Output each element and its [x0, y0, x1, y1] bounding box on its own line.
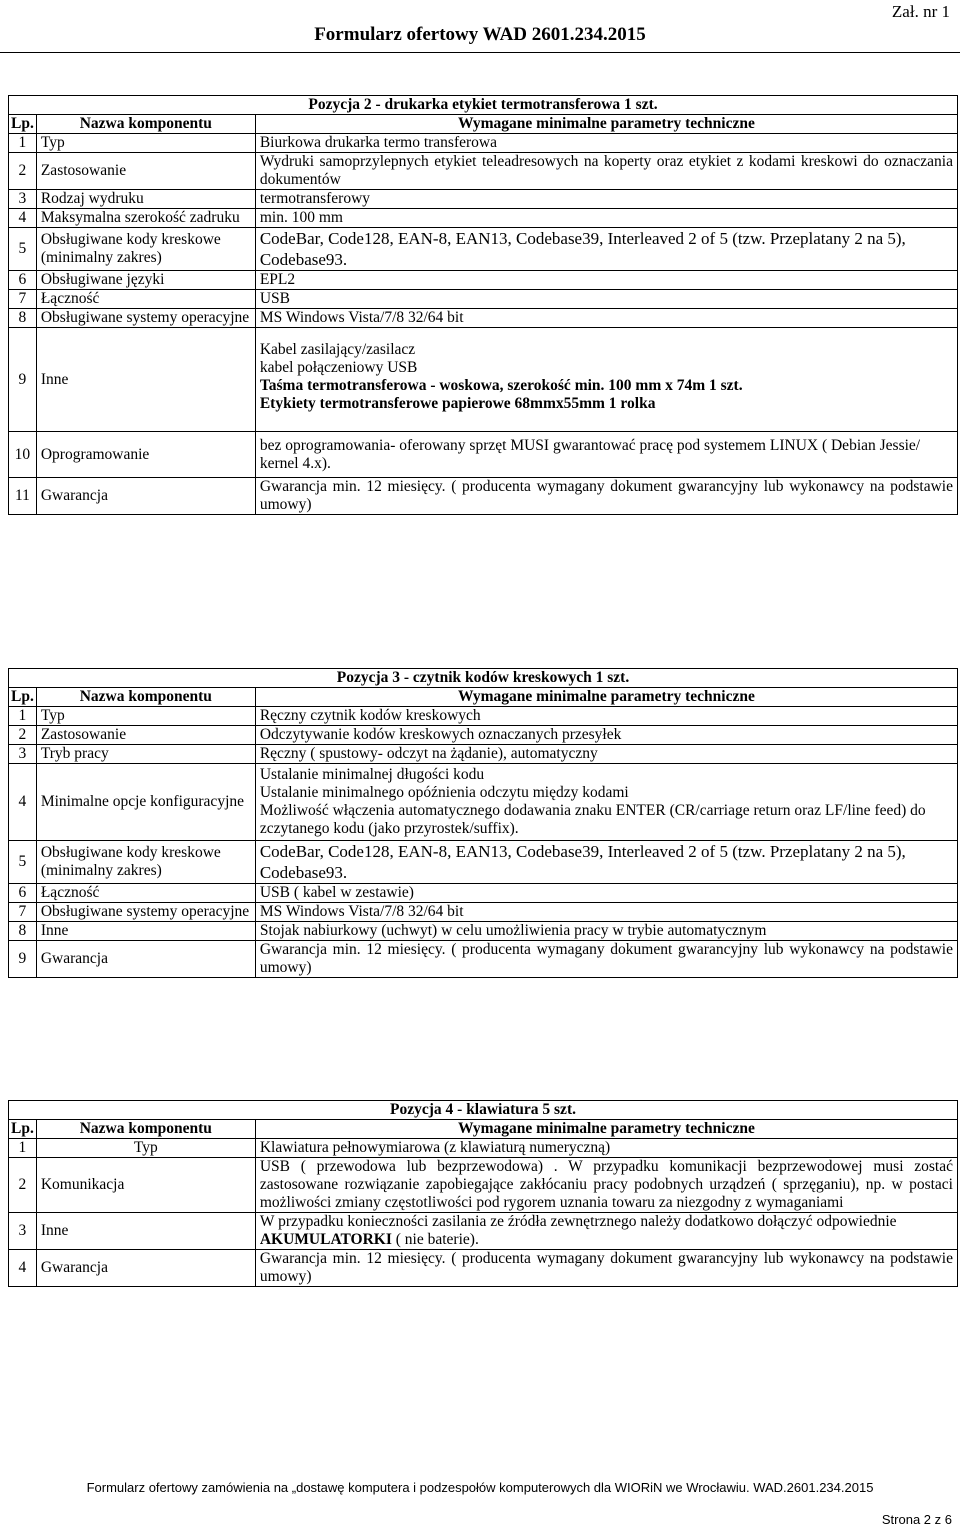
row-value [255, 328, 957, 432]
row-name: Typ [36, 134, 255, 153]
row-num: 4 [9, 764, 37, 841]
col-params: Wymagane minimalne parametry techniczne [255, 115, 957, 134]
attachment-label: Zał. nr 1 [891, 2, 950, 21]
table-row [9, 271, 958, 290]
section3-caption: Pozycja 3 - czytnik kodów kreskowych 1 szt. [9, 669, 958, 688]
row-line: Możliwość włączenia automatycznego dodawania znaku ENTER (CR/carriage return oraz LF/line feed) do zczytanego kodu (jako przyrostek/suffix). [259, 802, 926, 837]
table-row [9, 1139, 958, 1158]
row-value: USB ( kabel w zestawie) [255, 884, 957, 903]
row-value: bez oprogramowania- oferowany sprzęt MUSI gwarantować pracę pod systemem LINUX ( Debian Jessie/ kernel 4.x). [255, 432, 957, 478]
row-name: Minimalne opcje konfiguracyjne [36, 764, 255, 841]
col-lp: Lp. [9, 688, 37, 707]
header-row [9, 115, 958, 134]
row-name: Inne [36, 1213, 255, 1250]
row-num: 7 [9, 290, 37, 309]
row-num: 8 [9, 922, 37, 941]
row-value: Gwarancja min. 12 miesięcy. ( producenta wymagany dokument gwarancyjny lub wykonawcy na podstawie umowy) [255, 941, 957, 978]
row-value-text: W przypadku konieczności zasilania ze źródła zewnętrznego należy dodatkowo dołączyć odpowiednie [259, 1213, 897, 1230]
table-row [9, 745, 958, 764]
row-line: Ustalanie minimalnego opóźnienia odczytu między kodami [259, 784, 629, 801]
row-value: termotransferowy [255, 190, 957, 209]
row-value: Gwarancja min. 12 miesięcy. ( producenta wymagany dokument gwarancyjny lub wykonawcy na podstawie umowy) [255, 1250, 957, 1287]
col-name: Nazwa komponentu [36, 1120, 255, 1139]
page-number: Strona 2 z 6 [881, 1512, 952, 1527]
row-name: Zastosowanie [36, 726, 255, 745]
row-name: Komunikacja [36, 1158, 255, 1213]
section-caption-row [9, 1101, 958, 1120]
col-params: Wymagane minimalne parametry techniczne [255, 1120, 957, 1139]
row-num: 10 [9, 432, 37, 478]
row-line: Kabel zasilający/zasilacz [259, 340, 416, 358]
document-title: Formularz ofertowy WAD 2601.234.2015 [314, 24, 646, 45]
row-value [255, 764, 957, 841]
row-value: min. 100 mm [255, 209, 957, 228]
row-num: 7 [9, 903, 37, 922]
row-line-bold: Taśma termotransferowa - woskowa, szerokość min. 100 mm x 74m 1 szt. [259, 376, 743, 394]
col-name: Nazwa komponentu [36, 115, 255, 134]
row-name: Obsługiwane systemy operacyjne [36, 309, 255, 328]
table-row [9, 903, 958, 922]
row-name: Oprogramowanie [36, 432, 255, 478]
table-row [9, 941, 958, 978]
row-num: 1 [9, 707, 37, 726]
row-value: Ręczny czytnik kodów kreskowych [255, 707, 957, 726]
row-value-text: ( nie baterie). [391, 1231, 479, 1248]
table-row [9, 153, 958, 190]
row-value-bold: AKUMULATORKI [259, 1231, 392, 1248]
row-num: 9 [9, 328, 37, 432]
table-row [9, 478, 958, 515]
header-row [9, 688, 958, 707]
row-value: Odczytywanie kodów kreskowych oznaczanych przesyłek [255, 726, 957, 745]
row-name: Gwarancja [36, 1250, 255, 1287]
table-row [9, 209, 958, 228]
row-name: Łączność [36, 290, 255, 309]
row-num: 4 [9, 1250, 37, 1287]
table-row [9, 1158, 958, 1213]
table-row [9, 190, 958, 209]
row-value: MS Windows Vista/7/8 32/64 bit [255, 903, 957, 922]
row-num: 6 [9, 271, 37, 290]
row-name: Maksymalna szerokość zadruku [36, 209, 255, 228]
row-name: Łączność [36, 884, 255, 903]
row-value: Biurkowa drukarka termo transferowa [255, 134, 957, 153]
row-name: Gwarancja [36, 478, 255, 515]
footer-text: Formularz ofertowy zamówienia na „dostawę komputera i podzespołów komputerowych dla WIORiN we Wrocławiu. WAD.2601.234.2015 [86, 1480, 874, 1495]
row-name: Inne [36, 328, 255, 432]
row-value: Wydruki samoprzylepnych etykiet teleadresowych na koperty oraz etykiet z kodami kreskowi do oznaczania dokumentów [255, 153, 957, 190]
row-num: 11 [9, 478, 37, 515]
row-value: Klawiatura pełnowymiarowa (z klawiaturą numeryczną) [255, 1139, 957, 1158]
table-row [9, 884, 958, 903]
row-name: Typ [36, 707, 255, 726]
table-row [9, 290, 958, 309]
row-value: Ręczny ( spustowy- odczyt na żądanie), automatyczny [255, 745, 957, 764]
row-num: 2 [9, 153, 37, 190]
row-line: Ustalanie minimalnej długości kodu [259, 766, 485, 783]
title-rule [0, 52, 960, 53]
table-row [9, 922, 958, 941]
row-value: USB ( przewodowa lub bezprzewodowa) . W przypadku komunikacji bezprzewodowej musi zostać zastosowane rozwiązanie zapobiegające zakłócaniu pracy podobnych urządzeń ( sprzęganiu), np. w postaci możliwości zmiany częstotliwości pod rygorem uznania towaru za niezgodny z wymaganiami [255, 1158, 957, 1213]
row-num: 3 [9, 745, 37, 764]
table-row [9, 432, 958, 478]
section-caption-row [9, 96, 958, 115]
row-value: MS Windows Vista/7/8 32/64 bit [255, 309, 957, 328]
row-name: Zastosowanie [36, 153, 255, 190]
table-row [9, 707, 958, 726]
row-name: Tryb pracy [36, 745, 255, 764]
row-num: 6 [9, 884, 37, 903]
col-lp: Lp. [9, 1120, 37, 1139]
table-row [9, 134, 958, 153]
row-name: Rodzaj wydruku [36, 190, 255, 209]
row-num: 1 [9, 134, 37, 153]
section2-table [8, 95, 958, 515]
row-line: kabel połączeniowy USB [259, 358, 418, 376]
row-name: Obsługiwane systemy operacyjne [36, 903, 255, 922]
row-value: USB [255, 290, 957, 309]
section3-table [8, 668, 958, 978]
row-value [255, 1213, 957, 1250]
row-num: 5 [9, 841, 37, 884]
row-num: 2 [9, 726, 37, 745]
table-row [9, 841, 958, 884]
row-name: Obsługiwane kody kreskowe (minimalny zakres) [36, 228, 255, 271]
table-row [9, 228, 958, 271]
row-num: 3 [9, 190, 37, 209]
col-name: Nazwa komponentu [36, 688, 255, 707]
col-params: Wymagane minimalne parametry techniczne [255, 688, 957, 707]
row-num: 8 [9, 309, 37, 328]
row-value: Stojak nabiurkowy (uchwyt) w celu umożliwienia pracy w trybie automatycznym [255, 922, 957, 941]
row-num: 2 [9, 1158, 37, 1213]
table-row [9, 726, 958, 745]
row-num: 5 [9, 228, 37, 271]
section4-caption: Pozycja 4 - klawiatura 5 szt. [9, 1101, 958, 1120]
col-lp: Lp. [9, 115, 37, 134]
row-value: CodeBar, Code128, EAN-8, EAN13, Codebase39, Interleaved 2 of 5 (tzw. Przeplatany 2 na 5), Codebase93. [255, 841, 957, 884]
row-num: 9 [9, 941, 37, 978]
row-line-bold: Etykiety termotransferowe papierowe 68mmx55mm 1 rolka [259, 394, 656, 412]
table-row [9, 309, 958, 328]
table-row [9, 1250, 958, 1287]
section-caption-row [9, 669, 958, 688]
row-name: Gwarancja [36, 941, 255, 978]
row-value: EPL2 [255, 271, 957, 290]
header-row [9, 1120, 958, 1139]
table-row [9, 1213, 958, 1250]
section2-caption: Pozycja 2 - drukarka etykiet termotransferowa 1 szt. [9, 96, 958, 115]
row-name: Obsługiwane kody kreskowe (minimalny zakres) [36, 841, 255, 884]
row-value: Gwarancja min. 12 miesięcy. ( producenta wymagany dokument gwarancyjny lub wykonawcy na podstawie umowy) [255, 478, 957, 515]
row-name: Obsługiwane języki [36, 271, 255, 290]
table-row [9, 328, 958, 432]
section4-table [8, 1100, 958, 1287]
row-name: Typ [36, 1139, 255, 1158]
table-row [9, 764, 958, 841]
row-num: 4 [9, 209, 37, 228]
row-num: 3 [9, 1213, 37, 1250]
row-name: Inne [36, 922, 255, 941]
row-value: CodeBar, Code128, EAN-8, EAN13, Codebase39, Interleaved 2 of 5 (tzw. Przeplatany 2 na 5), Codebase93. [255, 228, 957, 271]
row-num: 1 [9, 1139, 37, 1158]
